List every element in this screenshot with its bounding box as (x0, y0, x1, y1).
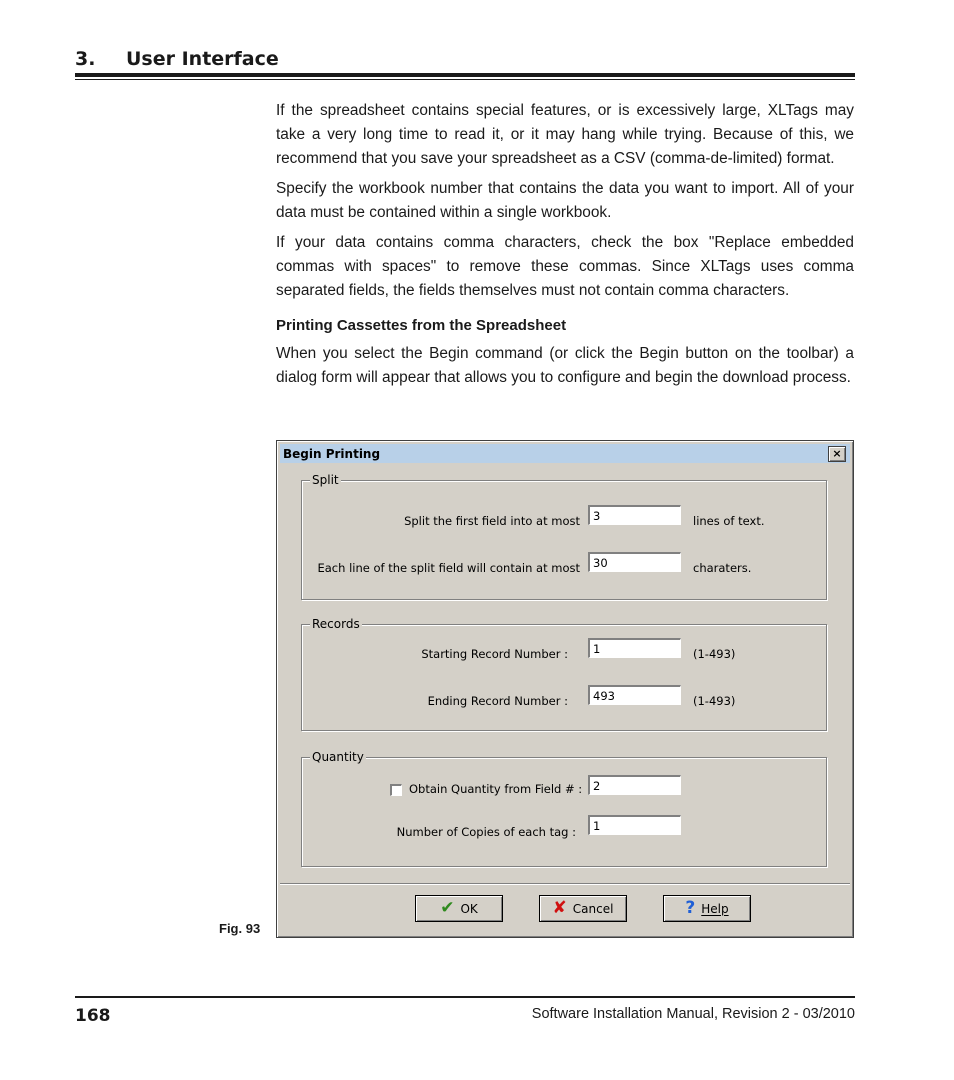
begin-printing-dialog (276, 440, 854, 938)
help-label: Help (701, 901, 729, 916)
cancel-x-icon: ✘ (552, 898, 567, 918)
ok-button[interactable] (415, 895, 503, 922)
section-number: 3. (75, 48, 96, 70)
split-group (301, 473, 827, 600)
copies-label: Number of Copies of each tag : (396, 825, 576, 839)
end-record-range: (1-493) (693, 694, 736, 708)
cancel-label: Cancel (572, 901, 614, 916)
subheading: Printing Cassettes from the Spreadsheet (276, 317, 567, 334)
dialog-titlebar (280, 444, 850, 463)
footer-text: Software Installation Manual, Revision 2 - 03/2010 (531, 1006, 855, 1022)
split-line-suffix: charaters. (693, 561, 752, 575)
question-mark-icon: ? (685, 898, 696, 918)
ok-label: OK (460, 901, 478, 916)
split-first-field-label: Split the first field into at most (404, 514, 580, 528)
split-line-label: Each line of the split field will contain at most (317, 561, 580, 575)
section-title: User Interface (126, 48, 279, 70)
records-group (301, 617, 827, 731)
start-record-range: (1-493) (693, 647, 736, 661)
paragraph: If your data contains comma characters, check the box "Replace embedded commas with spaces" to remove these commas. Since XLTags uses comma separated fields, the fields themselves must not contain comma characters. (276, 234, 854, 299)
copies-input[interactable] (588, 815, 681, 835)
paragraph: When you select the Begin command (or click the Begin button on the toolbar) a dialog form will appear that allows you to configure and begin the download process. (276, 345, 854, 386)
end-record-label: Ending Record Number : (427, 694, 568, 708)
paragraph: Specify the workbook number that contains the data you want to import. All of your data must be contained within a single workbook. (276, 180, 854, 221)
split-first-field-input[interactable] (588, 505, 681, 525)
paragraph: If the spreadsheet contains special features, or is excessively large, XLTags may take a very long time to read it, or it may hang while trying. Because of this, we recommend that you save your spreadsheet as a CSV (comma-de-limited) format. (276, 102, 854, 167)
quantity-group (301, 750, 827, 867)
split-legend: Split (312, 473, 339, 487)
close-button[interactable] (828, 446, 846, 462)
start-record-input[interactable] (588, 638, 681, 658)
button-separator (280, 883, 850, 885)
end-record-input[interactable] (588, 685, 681, 705)
quantity-legend: Quantity (312, 750, 364, 764)
page-number: 168 (75, 1006, 111, 1026)
start-record-label: Starting Record Number : (421, 647, 568, 661)
section-header (75, 46, 855, 70)
cancel-button[interactable] (539, 895, 627, 922)
records-legend: Records (312, 617, 360, 631)
help-button[interactable] (663, 895, 751, 922)
body-text (276, 99, 854, 396)
obtain-quantity-label: Obtain Quantity from Field # : (409, 782, 583, 796)
footer-rule (75, 996, 855, 998)
figure-label: Fig. 93 (219, 921, 261, 936)
checkmark-icon: ✔ (440, 898, 455, 918)
split-line-input[interactable] (588, 552, 681, 572)
obtain-quantity-checkbox[interactable] (390, 784, 402, 796)
header-rule (75, 73, 855, 80)
obtain-quantity-field-input[interactable] (588, 775, 681, 795)
dialog-title: Begin Printing (283, 446, 381, 461)
split-first-field-suffix: lines of text. (693, 514, 765, 528)
close-icon: × (832, 447, 842, 460)
